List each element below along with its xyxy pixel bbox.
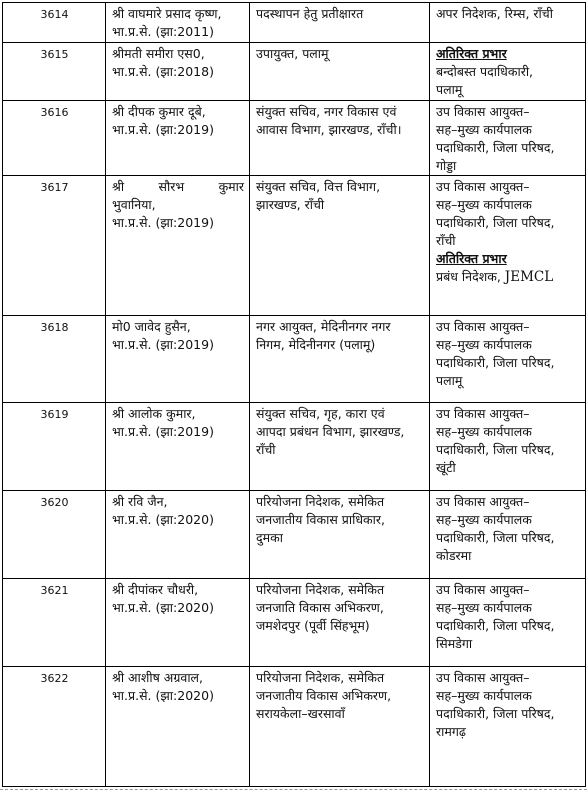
table-row — [3, 3, 586, 43]
additional-charge-label: अतिरिक्त प्रभार — [436, 46, 507, 61]
officer-name: श्री दीपक कुमार दूबे, भा.प्र.से. (झा:2019) — [106, 101, 250, 176]
officer-name: श्री सौरभ कुमार भुवानिया, भा.प्र.से. (झा:2019) — [106, 176, 250, 316]
serial-number: 3622 — [3, 667, 106, 787]
new-posting: उप विकास आयुक्त– सह–मुख्य कार्यपालक पदाधिकारी, जिला परिषद, गोड्डा — [430, 101, 586, 176]
new-posting: उप विकास आयुक्त– सह–मुख्य कार्यपालक पदाधिकारी, जिला परिषद, कोडरमा — [430, 491, 586, 579]
new-posting: उप विकास आयुक्त– सह–मुख्य कार्यपालक पदाधिकारी, जिला परिषद, पलामू — [430, 316, 586, 403]
new-posting: उप विकास आयुक्त– सह–मुख्य कार्यपालक पदाधिकारी, जिला परिषद, रामगढ़ — [430, 667, 586, 787]
table-row — [3, 316, 586, 403]
serial-number: 3619 — [3, 403, 106, 491]
officer-name: श्री रवि जैन, भा.प्र.से. (झा:2020) — [106, 491, 250, 579]
current-post: पदस्थापन हेतु प्रतीक्षारत — [250, 3, 430, 43]
current-post: नगर आयुक्त, मेदिनीनगर नगर निगम, मेदिनीनगर (पलामू) — [250, 316, 430, 403]
current-post: परियोजना निदेशक, समेकित जनजातीय विकास प्राधिकार, दुमका — [250, 491, 430, 579]
table-row — [3, 579, 586, 667]
new-posting: उप विकास आयुक्त– सह–मुख्य कार्यपालक पदाधिकारी, जिला परिषद, खूंटी — [430, 403, 586, 491]
serial-number: 3620 — [3, 491, 106, 579]
additional-charge-label: अतिरिक्त प्रभार — [436, 251, 507, 266]
officer-name: श्री वाघमारे प्रसाद कृष्ण, भा.प्र.से. (झा:2011) — [106, 3, 250, 43]
serial-number: 3621 — [3, 579, 106, 667]
table-row — [3, 176, 586, 316]
officer-name: श्रीमती समीरा एस0, भा.प्र.से. (झा:2018) — [106, 43, 250, 101]
serial-number: 3617 — [3, 176, 106, 316]
current-post: परियोजना निदेशक, समेकित जनजातीय विकास अभिकरण, सरायकेला–खरसावाँ — [250, 667, 430, 787]
serial-number: 3616 — [3, 101, 106, 176]
table-row — [3, 43, 586, 101]
current-post: उपायुक्त, पलामू — [250, 43, 430, 101]
current-post: संयुक्त सचिव, वित्त विभाग, झारखण्ड, राँची — [250, 176, 430, 316]
table-row — [3, 491, 586, 579]
officer-posting-table — [2, 2, 586, 787]
officer-name: श्री दीपांकर चौधरी, भा.प्र.से. (झा:2020) — [106, 579, 250, 667]
new-posting: अपर निदेशक, रिम्स, राँची — [430, 3, 586, 43]
current-post: संयुक्त सचिव, नगर विकास एवं आवास विभाग, झारखण्ड, राँची। — [250, 101, 430, 176]
table-row — [3, 667, 586, 787]
serial-number: 3614 — [3, 3, 106, 43]
serial-number: 3618 — [3, 316, 106, 403]
table-row — [3, 403, 586, 491]
officer-name: श्री आलोक कुमार, भा.प्र.से. (झा:2019) — [106, 403, 250, 491]
current-post: संयुक्त सचिव, गृह, कारा एवं आपदा प्रबंधन विभाग, झारखण्ड, राँची — [250, 403, 430, 491]
officer-name: श्री आशीष अग्रवाल, भा.प्र.से. (झा:2020) — [106, 667, 250, 787]
current-post: परियोजना निदेशक, समेकित जनजाति विकास अभिकरण, जमशेदपुर (पूर्वी सिंहभूम) — [250, 579, 430, 667]
page-edge-divider — [0, 789, 587, 790]
new-posting: अतिरिक्त प्रभार बन्दोबस्त पदाधिकारी, पलामू — [430, 43, 586, 101]
table-row — [3, 101, 586, 176]
new-posting: उप विकास आयुक्त– सह–मुख्य कार्यपालक पदाधिकारी, जिला परिषद, राँची अतिरिक्त प्रभार प्रबंध निदेशक, JEMCL — [430, 176, 586, 316]
new-posting: उप विकास आयुक्त– सह–मुख्य कार्यपालक पदाधिकारी, जिला परिषद, सिमडेगा — [430, 579, 586, 667]
serial-number: 3615 — [3, 43, 106, 101]
officer-name: मो0 जावेद हुसैन, भा.प्र.से. (झा:2019) — [106, 316, 250, 403]
